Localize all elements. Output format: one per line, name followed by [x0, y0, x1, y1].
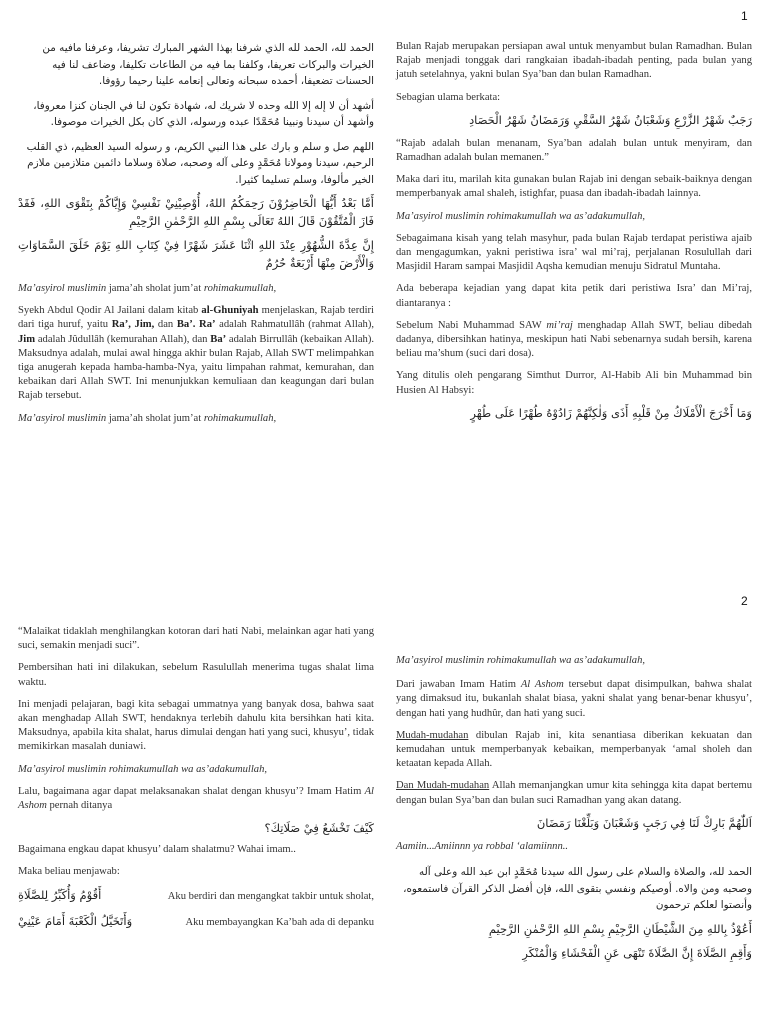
- salutation-1: Ma’asyirol muslimin jama’ah sholat jum’at rohimakumullah,: [18, 283, 277, 294]
- paragraph-khusyu-question: Lalu, bagaimana agar dapat melaksanakan shalat dengan khusyu’? Imam Hatim Al Ashom pernah ditanya: [18, 785, 374, 812]
- paragraph-simthut-durror: Yang ditulis oleh pengarang Simthut Durror, Al-Habib Ali bin Muhammad bin Husien Al Habsyi:: [396, 370, 752, 396]
- paragraph-isra-miraj: Sebagaimana kisah yang telah masyhur, pada bulan Rajab terdapat peristiwa ajaib dan mengagumkan, yakni peristiwa isra’ wal mi’raj, perjalanan Rosulullah dari Masjidil Haram sampai Masjidil Aqsha kemudian menuju Sidratul Muntaha.: [396, 232, 752, 273]
- page1-left-column: [18, 40, 374, 432]
- paragraph-marilah: Maka dari itu, marilah kita gunakan bulan Rajab ini dengan sebaik-baiknya dengan memperbanyak amal shaleh, istighfar, puasa dan ibadah-ibadah lainnya.: [396, 174, 752, 200]
- arabic-opening-hamdalah: الحمد لله، الحمد لله الذي شرفنا بهذا الشهر المبارك تشريفا، وعرفنا مافيه من الخيرات والبركات تعريفا، وكلفنا بما فيه من الطاعات تكليفا، وضاعف لنا فيه الحسنات تضعيفا، أحمده سبحانه وتعالى إنعامه علينا رحيما رؤوفا.: [42, 42, 374, 87]
- answer-1-text: Aku berdiri dan mengangkat takbir untuk sholat,: [167, 890, 374, 902]
- arabic-syahadat: أشهد أن لا إله إلا الله وحده لا شريك له، شهادة تكون لنا في الجنان كنزا معروفا، وأشهد أن سيدنا ونبينا مُحَمَّدًا عبده ورسوله، الذي كان بكل الخيرات موصوفا.: [33, 99, 374, 128]
- paragraph-rajab-translation: “Rajab adalah bulan menanam, Sya’ban adalah bulan untuk menyiram, dan Ramadhan adalah bulan memanen.”: [396, 137, 752, 164]
- answer-2-text: Aku membayangkan Ka’bah ada di depanku: [185, 916, 374, 928]
- salutation-5: Ma’asyirol muslimin rohimakumullah wa as’adakumullah,: [396, 655, 646, 666]
- paragraph-pelajaran: Ini menjadi pelajaran, bagi kita sebagai ummatnya yang banyak dosa, bahwa saat akan menghadap Allah SWT, hendaknya terlebih dahulu kita bersihkan hati kita. Maksudnya, apabila kita shalat, harus dimulai dengan hati yang suci, khusyu’, tidak memikirkan masalah duniawi.: [18, 698, 374, 753]
- page2-right-column: [396, 654, 752, 968]
- paragraph-kejadian: Ada beberapa kejadian yang dapat kita petik dari peristiwa Isra’ dan Mi’raj, diantaranya :: [396, 283, 752, 309]
- arabic-closing-verse: وَأَقِمِ الصَّلَاةَ إِنَّ الصَّلَاةَ تَنْهَى عَنِ الْفَحْشَاءِ وَالْمُنْكَرِ: [522, 945, 752, 960]
- paragraph-aamiin: Aamiin...Amiinnn ya robbal ‘alamiinnn..: [396, 840, 569, 852]
- arabic-atakhayyalu: وَأَتَخَيَّلُ الْكَعْبَةَ أَمَامَ عَيْنِيْ: [18, 913, 133, 928]
- arabic-rajab-saying: رَجَبٌ شَهْرُ الزَّرْعِ وَشَعْبَانُ شَهْرُ السَّقْيِ وَرَمَضَانُ شَهْرُ الْحَصَادِ: [469, 112, 752, 127]
- paragraph-rajab-preparation: Bulan Rajab merupakan persiapan awal untuk menyambut bulan Ramadhan. Bulan Rajab menjadi tonggak dari rangkaian ibadah-ibadah penting, pada bulan yang jatuh setelahnya, yakni bulan Sya’ban dan bulan Ramadhan.: [396, 41, 752, 81]
- answer-row-2: [18, 912, 374, 930]
- salutation-3: Ma’asyirol muslimin rohimakumullah wa as’adakumullah,: [396, 210, 646, 222]
- arabic-quran-verse: إِنَّ عِدَّةَ الشُّهُوْرِ عِنْدَ اللهِ اثْنَا عَشَرَ شَهْرًا فِيْ كِتَابِ اللهِ يَوْمَ خَلَقَ السَّمَاوَاتِ وَالْأَرْضَ مِنْهَا أَرْبَعَةٌ حُرُمٌ: [18, 238, 374, 270]
- paragraph-bagaimana: Bagaimana engkau dapat khusyu’ dalam shalatmu? Wahai imam..: [18, 844, 296, 856]
- page1-right-column: [396, 40, 752, 428]
- paragraph-malaikat: “Malaikat tidaklah menghilangkan kotoran dari hati Nabi, melainkan agar hati yang suci, semakin menjadi suci”.: [18, 626, 374, 652]
- arabic-kaifa-takhsya: كَيْفَ تَخْشَعُ فِيْ صَلَاتِكَ؟: [264, 821, 374, 836]
- arabic-amma-badu: أَمَّا بَعْدُ أَيُّهَا الْحَاضِرُوْنَ رَحِمَكُمُ اللهُ، أُوْصِيْنِيْ نَفْسِيْ وَإِيَّاكُمْ بِتَقْوَى اللهِ، فَقَدْ فَازَ الْمُتَّقُوْنَ قَالَ اللهُ تَعَالَى بِسْمِ اللهِ الرَّحْمٰنِ الرَّحِيْمِ: [18, 196, 374, 228]
- paragraph-menjawab: Maka beliau menjawab:: [18, 866, 120, 878]
- arabic-doa-rajab: اَللّٰهُمَّ بَارِكْ لَنَا فِي رَجَبٍ وَشَعْبَانَ وَبَلِّغْنَا رَمَضَانَ: [536, 815, 752, 830]
- page-number-1: 1: [741, 9, 748, 23]
- answer-row-1: [18, 886, 374, 904]
- arabic-taawudz: أَعُوْذُ بِاللهِ مِنَ الشَّيْطَانِ الرَّجِيْمِ بِسْمِ اللهِ الرَّحْمٰنِ الرَّحِيْمِ: [488, 921, 752, 936]
- page-number-2: 2: [741, 594, 748, 608]
- arabic-closing-hamdalah: الحمد لله، والصلاة والسلام على رسول الله سيدنا مُحَمَّدٍ ابن عبد الله وعلى آله وصحبه ومن والاه. أوصيكم ونفسي بتقوى الله، فإن أفضل الذكر القرآن فاستمعوه، وأنصتوا لعلكم ترحمون: [403, 866, 752, 912]
- paragraph-mudah-mudahan-2: Dan Mudah-mudahan Allah memanjangkan umur kita sehingga kita dapat bertemu dengan bulan Sya’ban dan bulan suci Ramadhan yang akan datang.: [396, 780, 753, 806]
- salutation-2: Ma’asyirol muslimin jama’ah sholat jum’at rohimakumullah,: [18, 412, 277, 424]
- arabic-aqumu: أَقُوْمُ وَأُكَبِّرُ لِلصَّلَاةِ: [18, 887, 102, 902]
- paragraph-ulama-said: Sebagian ulama berkata:: [396, 91, 501, 103]
- paragraph-kesimpulan: Dari jawaban Imam Hatim Al Ashom tersebut dapat disimpulkan, bahwa shalat yang dimaksud itu, bukanlah shalat biasa, yakni shalat yang benar-benar khusyu’, dengan hati yang hudhûr, dan hati yang suci.: [396, 679, 752, 719]
- paragraph-mudah-mudahan-1: Mudah-mudahan dibulan Rajab ini, kita senantiasa diberikan kekuatan dan kemudahan untuk memperbanyak kebaikan, memperbanyak ‘amal sholeh dan ketaatan kepada Allah.: [396, 729, 752, 770]
- arabic-sholawat: اللهم صل و سلم و بارك على هذا النبي الكريم، و رسوله السيد العظيم، ذي القلب الرحيم، سيدنا ومولانا مُحَمَّدٍ وعلى آله وصحبه، صلاة وسلاما دائمين متلازمين ملازم الخير مألوفا، وسلم تسليما كثيرا.: [26, 140, 374, 186]
- arabic-simthut-durror: وَمَا أَخْرَجَ الْأَمْلَاكُ مِنْ قَلْبِهِ أَذَى وَلٰكِنَّهُمْ زَادُوْهُ طُهْرًا عَلَى طُهْرٍ: [470, 405, 752, 420]
- page2-left-column: [18, 625, 374, 936]
- paragraph-ghuniyah: Syekh Abdul Qodir Al Jailani dalam kitab al-Ghuniyah menjelaskan, Rajab terdiri dari tiga huruf, yaitu Ra’, Jim, dan Ba’. Ra’ adalah Rahmatullâh (rahmat Allah), Jim adalah Jûdullâh (kemurahan Allah), dan Ba’ adalah Birrullâh (kebaikan Allah). Maksudnya adalah, mulai awal hingga akhir bulan Rajab, Allah SWT melimpahkan tiga anugerah kepada hamba-hamba-Nya, yaitu limpahan rahmat, kemurahan, dan kebaikan dari Allah SWT. Ini menunjukkan kemuliaan dan keagungan dari bulan Rajab tersebut.: [18, 305, 374, 402]
- paragraph-dada-dibedah: Sebelum Nabi Muhammad SAW mi’raj menghadap Allah SWT, beliau dibedah dadanya, dibersihkan hatinya, meskipun hati Nabi sebenarnya sudah bersih, karena beliau ma’shum (suci dari dosa).: [396, 319, 752, 360]
- salutation-4: Ma’asyirol muslimin rohimakumullah wa as’adakumullah,: [18, 763, 268, 775]
- paragraph-pembersihan: Pembersihan hati ini dilakukan, sebelum Rasulullah menerima tugas shalat lima waktu.: [18, 662, 374, 688]
